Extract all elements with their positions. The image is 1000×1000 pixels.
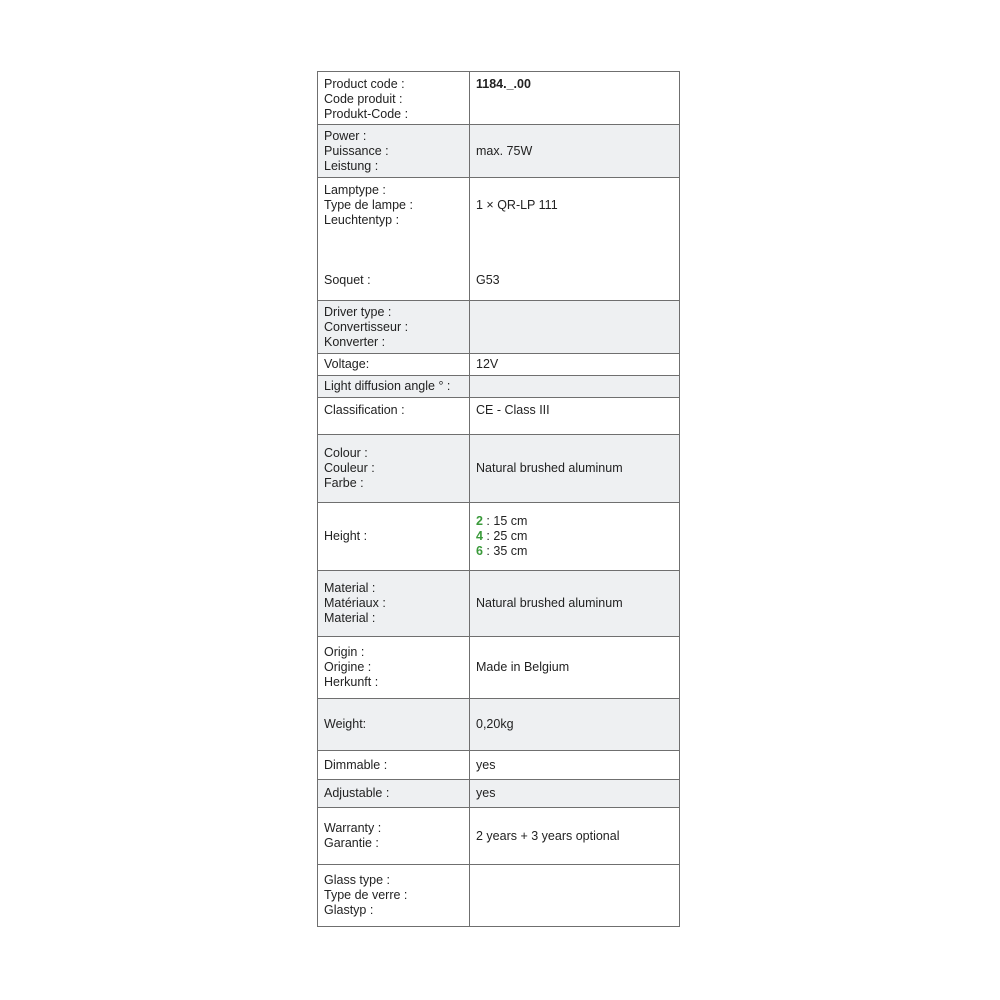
product-code-value: 1184._.00 bbox=[470, 72, 680, 125]
material-value: Natural brushed aluminum bbox=[470, 571, 680, 637]
dimmable-label: Dimmable : bbox=[318, 751, 470, 780]
dimmable-value: yes bbox=[470, 751, 680, 780]
voltage-label: Voltage: bbox=[318, 354, 470, 376]
row-power bbox=[318, 125, 680, 178]
row-material bbox=[318, 571, 680, 637]
weight-value: 0,20kg bbox=[470, 699, 680, 751]
row-product-code bbox=[318, 72, 680, 125]
height-label: Height : bbox=[318, 503, 470, 571]
lamptype-label: Lamptype : Type de lampe : Leuchtentyp : Soquet : bbox=[318, 178, 470, 301]
classification-label: Classification : bbox=[318, 398, 470, 435]
row-adjustable bbox=[318, 780, 680, 808]
diffusion-label: Light diffusion angle ° : bbox=[318, 376, 470, 398]
product-code-label: Product code : Code produit : Produkt-Code : bbox=[318, 72, 470, 125]
height-value bbox=[470, 503, 680, 571]
row-glass bbox=[318, 865, 680, 927]
glass-label: Glass type : Type de verre : Glastyp : bbox=[318, 865, 470, 927]
power-value: max. 75W bbox=[470, 125, 680, 178]
height-option: 4 : 25 cm bbox=[476, 529, 528, 543]
row-warranty bbox=[318, 808, 680, 865]
row-origin bbox=[318, 637, 680, 699]
row-height bbox=[318, 503, 680, 571]
row-voltage bbox=[318, 354, 680, 376]
warranty-value: 2 years + 3 years optional bbox=[470, 808, 680, 865]
adjustable-value: yes bbox=[470, 780, 680, 808]
row-dimmable bbox=[318, 751, 680, 780]
diffusion-value bbox=[470, 376, 680, 398]
row-classification bbox=[318, 398, 680, 435]
driver-value bbox=[470, 301, 680, 354]
power-label: Power : Puissance : Leistung : bbox=[318, 125, 470, 178]
adjustable-label: Adjustable : bbox=[318, 780, 470, 808]
spec-table bbox=[317, 71, 680, 927]
socket-label: Soquet : bbox=[324, 273, 371, 287]
material-label: Material : Matériaux : Material : bbox=[318, 571, 470, 637]
height-option: 2 : 15 cm bbox=[476, 514, 528, 528]
origin-value: Made in Belgium bbox=[470, 637, 680, 699]
colour-value: Natural brushed aluminum bbox=[470, 435, 680, 503]
driver-label: Driver type : Convertisseur : Konverter : bbox=[318, 301, 470, 354]
row-diffusion bbox=[318, 376, 680, 398]
row-weight bbox=[318, 699, 680, 751]
voltage-value: 12V bbox=[470, 354, 680, 376]
glass-value bbox=[470, 865, 680, 927]
height-option: 6 : 35 cm bbox=[476, 544, 528, 558]
origin-label: Origin : Origine : Herkunft : bbox=[318, 637, 470, 699]
lamptype-value: 1 × QR-LP 111 G53 bbox=[470, 178, 680, 301]
warranty-label: Warranty : Garantie : bbox=[318, 808, 470, 865]
row-driver bbox=[318, 301, 680, 354]
colour-label: Colour : Couleur : Farbe : bbox=[318, 435, 470, 503]
socket-value: G53 bbox=[476, 273, 500, 287]
classification-value: CE - Class III bbox=[470, 398, 680, 435]
row-lamptype bbox=[318, 178, 680, 301]
weight-label: Weight: bbox=[318, 699, 470, 751]
row-colour bbox=[318, 435, 680, 503]
